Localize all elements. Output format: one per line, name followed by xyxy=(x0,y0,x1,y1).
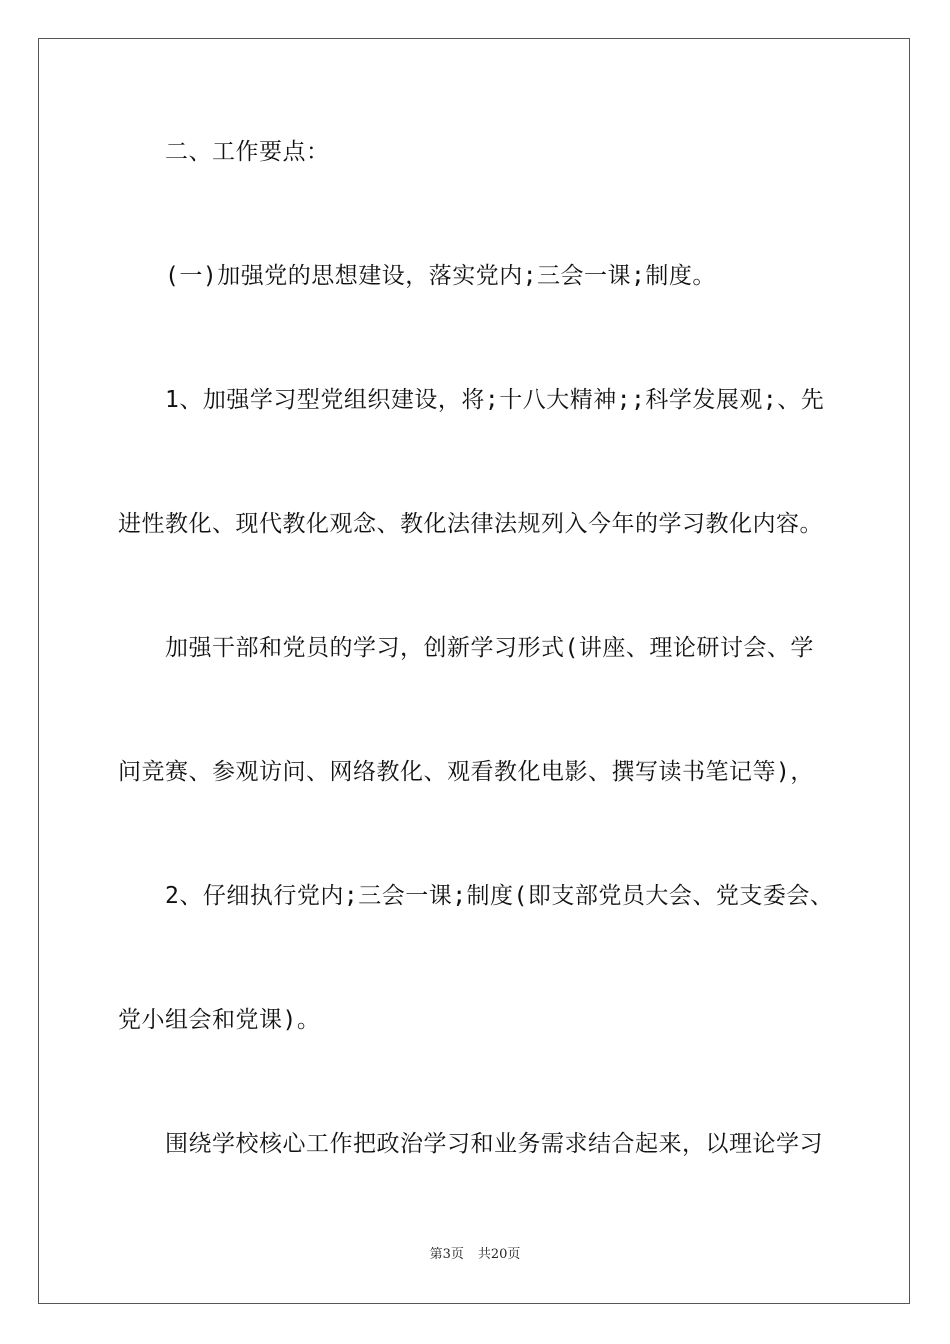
paragraph-line: 党小组会和党课)。 xyxy=(118,1007,321,1033)
page-frame xyxy=(38,38,910,1304)
page-number: 第3页 xyxy=(429,1247,464,1262)
section-heading: 二、工作要点： xyxy=(165,139,330,165)
subsection-heading: (一)加强党的思想建设，落实党内;三会一课;制度。 xyxy=(165,263,716,289)
paragraph-line: 加强干部和党员的学习，创新学习形式(讲座、理论研讨会、学 xyxy=(165,635,814,661)
paragraph-line: 1、加强学习型党组织建设，将;十八大精神;;科学发展观;、先 xyxy=(165,387,825,413)
paragraph-line: 问竞赛、参观访问、网络教化、观看教化电影、撰写读书笔记等)， xyxy=(118,759,814,785)
paragraph-line: 2、仔细执行党内;三会一课;制度(即支部党员大会、党支委会、 xyxy=(165,883,834,909)
page-footer xyxy=(0,1246,950,1264)
paragraph-line: 进性教化、现代教化观念、教化法律法规列入今年的学习教化内容。 xyxy=(118,511,823,537)
paragraph-line: 围绕学校核心工作把政治学习和业务需求结合起来，以理论学习 xyxy=(165,1131,823,1157)
page-total: 共20页 xyxy=(477,1247,521,1262)
